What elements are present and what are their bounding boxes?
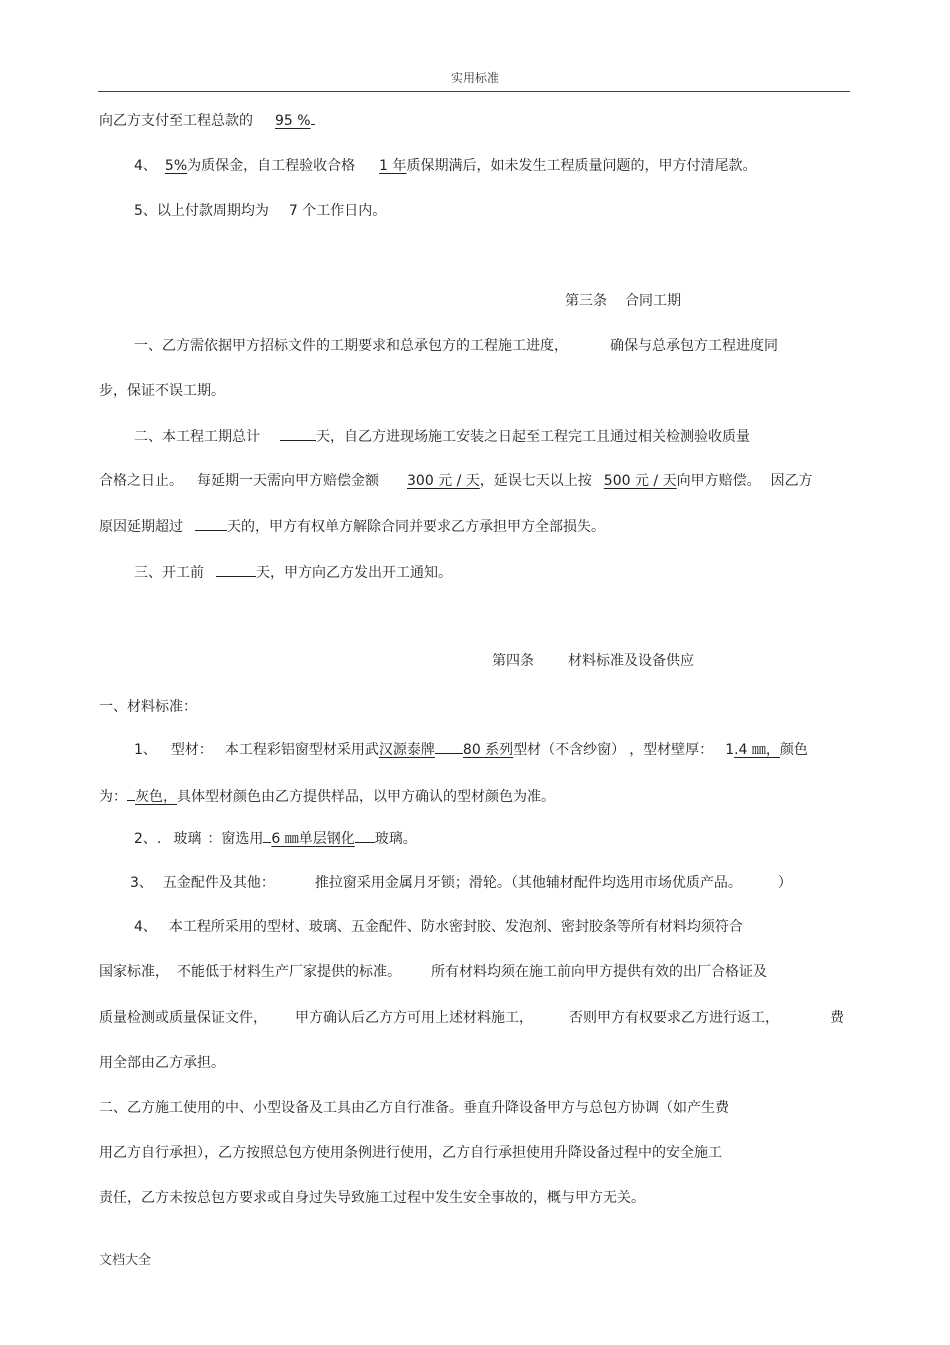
text: 玻璃 (173, 831, 202, 847)
art4-section-2-line-1: 二、乙方施工使用的中、小型设备及工具由乙方自行准备。垂直升降设备甲方与总包方协调（如产生费 (99, 1100, 729, 1116)
text: 三、开工前 (134, 565, 204, 581)
art3-p1-line-2: 步，保证不误工期。 (99, 383, 225, 399)
article-number: 第四条 (492, 653, 534, 669)
art4-item-1-line-2 (99, 786, 555, 807)
text: 向乙方支付至工程总款的 (99, 113, 253, 129)
text: 颜色 (779, 742, 808, 758)
text: 一、乙方需依据甲方招标文件的工期要求和总承包方的工程施工进度， (134, 338, 568, 354)
text: 天，自乙方进现场施工安装之日起至工程完工且通过相关检测验收质量 (316, 429, 750, 445)
text: 不能低于材料生产厂家提供的标准。 (177, 964, 401, 980)
profile-brand: 汉源泰牌 (378, 742, 435, 758)
text: ，型材壁厚： (629, 742, 714, 758)
art4-item-4-line-2 (99, 962, 767, 982)
art4-item-3 (130, 873, 792, 893)
profile-series: 80 系列 (462, 742, 514, 758)
text: 确保与总承包方工程进度同 (610, 338, 778, 354)
art4-item-4-line-1 (134, 917, 743, 937)
text: 向甲方赔偿。 (676, 473, 761, 489)
item-number: 2、. (134, 831, 162, 847)
header-divider (98, 91, 850, 92)
text: 原因延期超过 (99, 519, 183, 535)
page-header-title: 实用标准 (450, 71, 499, 85)
text: 为： (99, 789, 127, 805)
daily-penalty-amount: 300 元 / 天 (407, 473, 480, 489)
article-heading: 合同工期 (625, 293, 681, 309)
article-3-title (565, 291, 681, 311)
art4-section-1-heading: 一、材料标准： (99, 699, 197, 715)
payment-percentage: 95 % (275, 113, 311, 129)
notice-days-blank (216, 562, 256, 577)
profile-color: 灰色， (135, 789, 177, 805)
text: 具体型材颜色由乙方提供样品，以甲方确认的型材颜色为准。 (177, 789, 555, 805)
text: 型材（不含纱窗） (513, 742, 626, 758)
text: 型材： (170, 742, 213, 758)
text: 质保期满后，如未发生工程质量问题的，甲方付清尾款。 (406, 158, 757, 174)
art4-item-4-line-4: 用全部由乙方承担。 (99, 1055, 225, 1071)
art4-section-2-line-2: 用乙方自行承担），乙方按照总包方使用条例进行使用，乙方自行承担使用升降设备过程中的安全施工 (99, 1145, 722, 1161)
article-4-title (492, 651, 694, 671)
text: 因乙方 (770, 473, 813, 489)
text: 质量检测或质量保证文件， (99, 1010, 267, 1026)
profile-thickness: .4 ㎜， (734, 742, 780, 758)
duration-blank (280, 426, 316, 441)
text: 1 (725, 742, 735, 758)
text: 二、本工程工期总计 (134, 429, 260, 445)
art3-p2-line-2 (99, 471, 813, 491)
art4-item-1-line-1 (134, 739, 808, 760)
text: 甲方确认后乙方方可用上述材料施工， (295, 1010, 533, 1026)
payment-line-5 (134, 201, 386, 221)
delay-limit-blank (195, 516, 227, 531)
art4-item-4-line-3 (99, 1008, 844, 1028)
extended-penalty-amount: 500 元 / 天 (603, 473, 677, 489)
payment-line-1 (99, 110, 315, 131)
art3-p2-line-1 (134, 426, 750, 447)
text: 天的，甲方有权单方解除合同并要求乙方承担甲方全部损失。 (227, 519, 605, 535)
article-heading: 材料标准及设备供应 (568, 653, 694, 669)
payment-period: 7 个工作日内。 (288, 203, 387, 219)
retention-percentage: 5% (164, 158, 188, 174)
text: 合格之日止。 (99, 473, 183, 489)
text: 所有材料均须在施工前向甲方提供有效的出厂合格证及 (431, 964, 767, 980)
art4-item-2 (134, 828, 417, 849)
text: 为质保金，自工程验收合格 (187, 158, 356, 174)
page-footer-text: 文档大全 (99, 1253, 152, 1268)
text: 每延期一天需向甲方赔偿金额 (197, 473, 379, 489)
item-number: 1、 (134, 742, 157, 758)
art3-p1-line-1 (134, 336, 778, 356)
text: 5、以上付款周期均为 (134, 203, 269, 219)
art3-p2-line-3 (99, 516, 605, 537)
text: 天，甲方向乙方发出开工通知。 (256, 565, 452, 581)
art3-p3 (134, 562, 452, 583)
text: ，延误七天以上按 (479, 473, 592, 489)
item-number: 4、 (134, 158, 157, 174)
text: 推拉窗采用金属月牙锁；滑轮。（其他辅材配件均选用市场优质产品。 (314, 875, 742, 891)
text: 费 (830, 1010, 844, 1026)
text: 否则甲方有权要求乙方进行返工， (569, 1010, 779, 1026)
glass-spec: 6 ㎜单层钢化 (271, 831, 355, 847)
text: 本工程所采用的型材、玻璃、五金配件、防水密封胶、发泡剂、密封胶条等所有材料均须符合 (168, 919, 743, 935)
text: ：窗选用 (207, 831, 264, 847)
text: 玻璃。 (374, 831, 417, 847)
art4-section-2-line-3: 责任，乙方未按总包方要求或自身过失导致施工过程中发生安全事故的，概与甲方无关。 (99, 1190, 645, 1206)
text: 本工程彩铝窗型材采用武 (224, 742, 379, 758)
item-number: 3、 (130, 875, 153, 891)
text: ） (777, 875, 792, 891)
item-number: 4、 (134, 919, 157, 935)
text: 国家标准， (99, 964, 169, 980)
article-number: 第三条 (565, 293, 607, 309)
warranty-period: 1 年 (379, 158, 407, 174)
payment-line-4 (134, 156, 757, 176)
text: 五金配件及其他： (162, 875, 275, 891)
